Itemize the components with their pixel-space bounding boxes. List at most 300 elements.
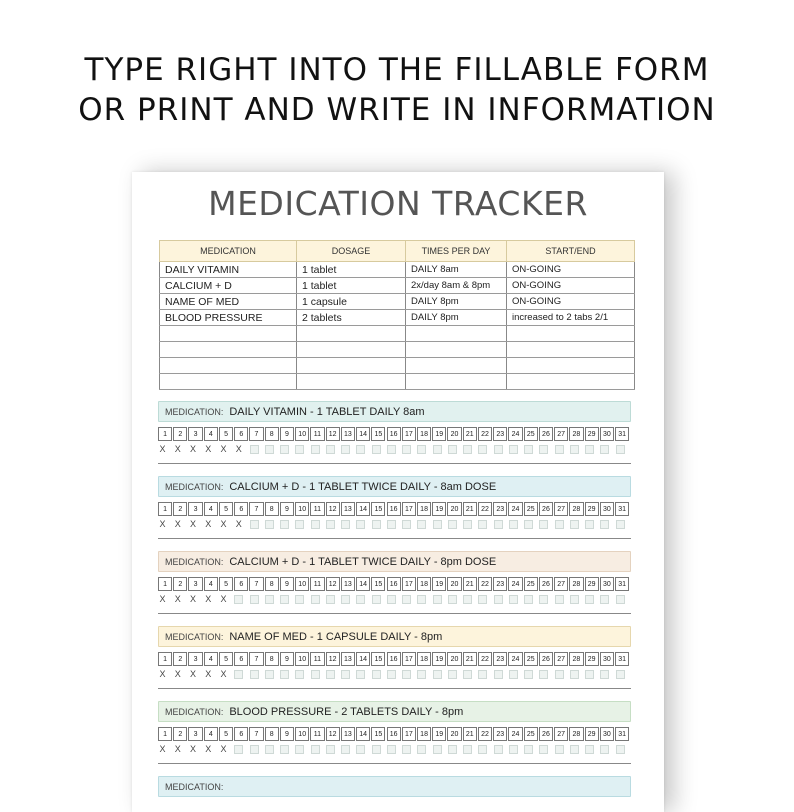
medication-log-header[interactable] <box>158 551 631 572</box>
dose-checkbox[interactable] <box>311 520 320 529</box>
dose-checkbox-checked[interactable]: X <box>220 594 227 604</box>
dose-checkbox[interactable] <box>600 670 609 679</box>
day-number: 23 <box>493 727 507 741</box>
medication-cell[interactable] <box>160 374 297 390</box>
dose-checkbox[interactable] <box>234 745 243 754</box>
dose-checkbox[interactable] <box>463 670 472 679</box>
day-number: 19 <box>432 652 446 666</box>
dose-checkbox-checked[interactable]: X <box>220 669 227 679</box>
dose-checkbox-checked[interactable]: X <box>235 519 242 529</box>
day-number-row <box>158 427 631 441</box>
dose-checkbox[interactable] <box>341 595 350 604</box>
day-number: 10 <box>295 652 309 666</box>
dose-checkbox[interactable] <box>356 670 365 679</box>
dose-checkbox-checked[interactable]: X <box>189 519 196 529</box>
dose-checkbox[interactable] <box>585 445 594 454</box>
day-number: 30 <box>600 652 614 666</box>
dose-checkbox[interactable] <box>555 520 564 529</box>
dose-checkbox[interactable] <box>433 595 442 604</box>
divider <box>158 763 631 764</box>
dose-checkbox[interactable] <box>555 745 564 754</box>
day-number: 4 <box>204 427 218 441</box>
dose-checkbox[interactable] <box>509 445 518 454</box>
medication-log-name[interactable]: CALCIUM + D - 1 TABLET TWICE DAILY - 8pm DOSE <box>229 555 497 568</box>
medication-log-name[interactable]: DAILY VITAMIN - 1 TABLET DAILY 8am <box>229 405 425 418</box>
dose-checkbox[interactable] <box>295 445 304 454</box>
dose-checkbox-checked[interactable]: X <box>235 444 242 454</box>
day-number: 29 <box>585 727 599 741</box>
dose-checkbox-checked[interactable]: X <box>220 519 227 529</box>
dose-checkbox[interactable] <box>372 745 381 754</box>
day-number: 5 <box>219 652 233 666</box>
dose-checkbox[interactable] <box>402 745 411 754</box>
day-number: 2 <box>173 652 187 666</box>
day-number: 16 <box>387 427 401 441</box>
medication-cell[interactable] <box>160 326 297 342</box>
column-header-times-per-day: TIMES PER DAY <box>406 241 507 262</box>
start-end-cell[interactable] <box>507 326 635 342</box>
dose-checkbox[interactable] <box>539 445 548 454</box>
medication-log-name[interactable]: CALCIUM + D - 1 TABLET TWICE DAILY - 8am DOSE <box>229 480 497 493</box>
dosage-cell[interactable]: 2 tablets <box>297 310 406 326</box>
dose-checkbox[interactable] <box>570 745 579 754</box>
dose-checkbox[interactable] <box>585 520 594 529</box>
day-number: 21 <box>463 652 477 666</box>
day-number: 17 <box>402 652 416 666</box>
dose-checkbox-checked[interactable]: X <box>174 669 181 679</box>
dose-checkbox-checked[interactable]: X <box>205 444 212 454</box>
medication-log-header[interactable] <box>158 701 631 722</box>
day-number: 23 <box>493 502 507 516</box>
dosage-cell[interactable]: 1 tablet <box>297 262 406 278</box>
day-number: 8 <box>265 502 279 516</box>
dose-checkbox[interactable] <box>509 745 518 754</box>
dose-checkbox-checked[interactable]: X <box>205 744 212 754</box>
dose-checkbox[interactable] <box>341 670 350 679</box>
dose-checkbox[interactable] <box>250 520 259 529</box>
day-number: 24 <box>508 652 522 666</box>
dose-checkbox[interactable] <box>311 445 320 454</box>
day-number: 12 <box>326 502 340 516</box>
dose-checkbox-checked[interactable]: X <box>220 744 227 754</box>
dose-checkbox[interactable] <box>448 520 457 529</box>
day-number: 17 <box>402 427 416 441</box>
day-number: 29 <box>585 652 599 666</box>
dose-checkbox[interactable] <box>372 595 381 604</box>
dose-checkbox-checked[interactable]: X <box>174 594 181 604</box>
dose-checkbox[interactable] <box>417 745 426 754</box>
medication-cell[interactable] <box>160 358 297 374</box>
day-number: 28 <box>569 502 583 516</box>
dose-checkbox[interactable] <box>402 445 411 454</box>
dose-checkbox[interactable] <box>448 595 457 604</box>
dose-checkbox-checked[interactable]: X <box>174 744 181 754</box>
dose-checkbox[interactable] <box>326 745 335 754</box>
dose-checkbox[interactable] <box>539 670 548 679</box>
dose-checkbox[interactable] <box>402 670 411 679</box>
day-number: 3 <box>188 427 202 441</box>
dose-checkbox[interactable] <box>448 670 457 679</box>
dose-checkbox[interactable] <box>356 595 365 604</box>
times-per-day-cell[interactable]: DAILY 8pm <box>406 294 507 310</box>
day-number: 30 <box>600 577 614 591</box>
dose-checkbox[interactable] <box>478 745 487 754</box>
day-number: 30 <box>600 727 614 741</box>
medication-log <box>158 701 631 764</box>
day-number: 20 <box>447 577 461 591</box>
dose-checkbox[interactable] <box>417 520 426 529</box>
dose-checkbox[interactable] <box>616 745 625 754</box>
dose-checkbox[interactable] <box>295 670 304 679</box>
day-number: 9 <box>280 427 294 441</box>
table-row <box>160 262 635 278</box>
day-number: 10 <box>295 502 309 516</box>
dose-checkbox[interactable] <box>539 520 548 529</box>
day-number: 27 <box>554 652 568 666</box>
dose-checkbox[interactable] <box>539 745 548 754</box>
dose-checkbox[interactable] <box>372 670 381 679</box>
dose-checkbox[interactable] <box>356 520 365 529</box>
day-number: 25 <box>524 727 538 741</box>
dose-checkbox[interactable] <box>616 670 625 679</box>
dose-checkbox[interactable] <box>295 745 304 754</box>
day-number: 19 <box>432 427 446 441</box>
dose-checkbox[interactable] <box>326 670 335 679</box>
dosage-cell[interactable] <box>297 358 406 374</box>
divider <box>158 688 631 689</box>
start-end-cell[interactable] <box>507 374 635 390</box>
medication-log-header[interactable] <box>158 626 631 647</box>
dose-checkbox[interactable] <box>250 670 259 679</box>
tracker-title: MEDICATION TRACKER <box>208 184 588 223</box>
dose-checkbox[interactable] <box>356 445 365 454</box>
dose-checkbox[interactable] <box>524 670 533 679</box>
day-number: 18 <box>417 427 431 441</box>
dose-checkbox[interactable] <box>494 445 503 454</box>
dose-checkbox[interactable] <box>555 670 564 679</box>
day-number: 25 <box>524 577 538 591</box>
dose-checkbox[interactable] <box>600 745 609 754</box>
dosage-cell[interactable]: 1 capsule <box>297 294 406 310</box>
dose-checkbox[interactable] <box>250 595 259 604</box>
headline-line-1: TYPE RIGHT INTO THE FILLABLE FORM <box>84 52 710 88</box>
dose-checkbox[interactable] <box>448 745 457 754</box>
dose-checkbox[interactable] <box>600 520 609 529</box>
medication-log-header[interactable] <box>158 401 631 422</box>
dose-checkbox[interactable] <box>372 445 381 454</box>
dose-checkbox-checked[interactable]: X <box>159 744 166 754</box>
dose-checkbox[interactable] <box>494 520 503 529</box>
medication-log-name[interactable]: NAME OF MED - 1 CAPSULE DAILY - 8pm <box>229 630 443 643</box>
day-number: 3 <box>188 577 202 591</box>
dose-checkbox-checked[interactable]: X <box>205 519 212 529</box>
dose-checkbox[interactable] <box>387 595 396 604</box>
dosage-cell[interactable]: 1 tablet <box>297 278 406 294</box>
dose-checkbox[interactable] <box>585 595 594 604</box>
dose-checkbox[interactable] <box>585 745 594 754</box>
day-number: 11 <box>310 652 324 666</box>
day-number: 13 <box>341 577 355 591</box>
day-number: 7 <box>249 727 263 741</box>
day-number: 22 <box>478 502 492 516</box>
dose-checkbox[interactable] <box>295 595 304 604</box>
medication-cell[interactable]: NAME OF MED <box>160 294 297 310</box>
dose-checkbox[interactable] <box>265 670 274 679</box>
dose-checkbox[interactable] <box>524 445 533 454</box>
table-row <box>160 278 635 294</box>
dose-checkbox[interactable] <box>463 745 472 754</box>
medication-cell[interactable]: CALCIUM + D <box>160 278 297 294</box>
day-number: 13 <box>341 652 355 666</box>
dose-checkbox[interactable] <box>280 670 289 679</box>
day-number: 27 <box>554 427 568 441</box>
medication-cell[interactable]: BLOOD PRESSURE <box>160 310 297 326</box>
dose-checkbox[interactable] <box>478 445 487 454</box>
dose-checkbox-checked[interactable]: X <box>189 669 196 679</box>
dose-checkbox[interactable] <box>616 595 625 604</box>
day-number: 19 <box>432 727 446 741</box>
dose-checkbox[interactable] <box>341 520 350 529</box>
dose-checkbox[interactable] <box>417 670 426 679</box>
dose-checkbox[interactable] <box>433 445 442 454</box>
day-number: 2 <box>173 427 187 441</box>
dose-checkbox[interactable] <box>494 595 503 604</box>
dose-checkbox-row <box>158 520 631 530</box>
medication-log-label: MEDICATION: <box>165 556 224 567</box>
dose-checkbox[interactable] <box>372 520 381 529</box>
dose-checkbox[interactable] <box>341 745 350 754</box>
dose-checkbox[interactable] <box>417 445 426 454</box>
dose-checkbox[interactable] <box>311 745 320 754</box>
day-number: 4 <box>204 727 218 741</box>
dose-checkbox-checked[interactable]: X <box>189 744 196 754</box>
medication-log-label: MEDICATION: <box>165 481 224 492</box>
dose-checkbox[interactable] <box>555 445 564 454</box>
medication-table <box>159 240 635 390</box>
dose-checkbox[interactable] <box>555 595 564 604</box>
day-number: 24 <box>508 427 522 441</box>
dose-checkbox[interactable] <box>387 745 396 754</box>
day-number: 21 <box>463 727 477 741</box>
day-number: 11 <box>310 577 324 591</box>
dose-checkbox-checked[interactable]: X <box>159 444 166 454</box>
day-number: 18 <box>417 652 431 666</box>
dosage-cell[interactable] <box>297 326 406 342</box>
dose-checkbox[interactable] <box>387 445 396 454</box>
day-number: 10 <box>295 727 309 741</box>
dose-checkbox-checked[interactable]: X <box>205 669 212 679</box>
medication-log-label: MEDICATION: <box>165 706 224 717</box>
dosage-cell[interactable] <box>297 374 406 390</box>
medication-cell[interactable]: DAILY VITAMIN <box>160 262 297 278</box>
day-number: 17 <box>402 727 416 741</box>
dose-checkbox[interactable] <box>616 520 625 529</box>
dose-checkbox-checked[interactable]: X <box>174 519 181 529</box>
day-number: 13 <box>341 727 355 741</box>
dose-checkbox[interactable] <box>600 595 609 604</box>
dose-checkbox[interactable] <box>356 745 365 754</box>
dose-checkbox[interactable] <box>280 445 289 454</box>
day-number: 26 <box>539 502 553 516</box>
day-number: 18 <box>417 502 431 516</box>
dose-checkbox[interactable] <box>341 445 350 454</box>
column-header-start-end: START/END <box>507 241 635 262</box>
day-number: 28 <box>569 427 583 441</box>
day-number: 21 <box>463 502 477 516</box>
dose-checkbox[interactable] <box>539 595 548 604</box>
day-number: 8 <box>265 577 279 591</box>
dose-checkbox[interactable] <box>265 520 274 529</box>
times-per-day-cell[interactable]: DAILY 8pm <box>406 310 507 326</box>
day-number: 25 <box>524 652 538 666</box>
table-row <box>160 358 635 374</box>
times-per-day-cell[interactable] <box>406 374 507 390</box>
dose-checkbox[interactable] <box>433 670 442 679</box>
day-number: 3 <box>188 502 202 516</box>
day-number: 27 <box>554 502 568 516</box>
dose-checkbox[interactable] <box>402 595 411 604</box>
dose-checkbox[interactable] <box>524 595 533 604</box>
day-number: 6 <box>234 727 248 741</box>
dose-checkbox[interactable] <box>478 595 487 604</box>
dose-checkbox[interactable] <box>326 445 335 454</box>
day-number: 10 <box>295 577 309 591</box>
dose-checkbox[interactable] <box>509 670 518 679</box>
dose-checkbox[interactable] <box>417 595 426 604</box>
table-row <box>160 294 635 310</box>
dose-checkbox[interactable] <box>311 595 320 604</box>
dose-checkbox-row <box>158 595 631 605</box>
day-number: 22 <box>478 427 492 441</box>
day-number: 19 <box>432 502 446 516</box>
day-number: 14 <box>356 652 370 666</box>
dose-checkbox-checked[interactable]: X <box>189 594 196 604</box>
dose-checkbox[interactable] <box>433 520 442 529</box>
dose-checkbox[interactable] <box>234 595 243 604</box>
dose-checkbox-checked[interactable]: X <box>174 444 181 454</box>
dose-checkbox[interactable] <box>311 670 320 679</box>
day-number: 2 <box>173 502 187 516</box>
start-end-cell[interactable]: ON-GOING <box>507 294 635 310</box>
dose-checkbox[interactable] <box>570 520 579 529</box>
dose-checkbox[interactable] <box>326 595 335 604</box>
start-end-cell[interactable]: increased to 2 tabs 2/1 <box>507 310 635 326</box>
day-number: 2 <box>173 727 187 741</box>
day-number: 6 <box>234 652 248 666</box>
dose-checkbox-checked[interactable]: X <box>159 519 166 529</box>
dose-checkbox[interactable] <box>494 670 503 679</box>
medication-log <box>158 551 631 614</box>
dose-checkbox[interactable] <box>265 595 274 604</box>
dose-checkbox[interactable] <box>463 520 472 529</box>
dose-checkbox[interactable] <box>295 520 304 529</box>
dose-checkbox[interactable] <box>478 670 487 679</box>
dose-checkbox[interactable] <box>234 670 243 679</box>
dose-checkbox-checked[interactable]: X <box>205 594 212 604</box>
dose-checkbox[interactable] <box>524 520 533 529</box>
dose-checkbox-checked[interactable]: X <box>159 669 166 679</box>
start-end-cell[interactable] <box>507 342 635 358</box>
dose-checkbox-checked[interactable]: X <box>159 594 166 604</box>
dose-checkbox[interactable] <box>280 595 289 604</box>
dose-checkbox[interactable] <box>600 445 609 454</box>
dose-checkbox[interactable] <box>463 595 472 604</box>
dosage-cell[interactable] <box>297 342 406 358</box>
start-end-cell[interactable]: ON-GOING <box>507 278 635 294</box>
day-number: 9 <box>280 727 294 741</box>
dose-checkbox[interactable] <box>265 445 274 454</box>
dose-checkbox[interactable] <box>494 745 503 754</box>
day-number: 14 <box>356 577 370 591</box>
dose-checkbox[interactable] <box>402 520 411 529</box>
dose-checkbox[interactable] <box>478 520 487 529</box>
start-end-cell[interactable]: ON-GOING <box>507 262 635 278</box>
day-number: 1 <box>158 652 172 666</box>
dose-checkbox[interactable] <box>570 595 579 604</box>
dose-checkbox[interactable] <box>265 745 274 754</box>
medication-log-header[interactable] <box>158 476 631 497</box>
day-number: 1 <box>158 427 172 441</box>
day-number: 18 <box>417 577 431 591</box>
dose-checkbox-checked[interactable]: X <box>220 444 227 454</box>
times-per-day-cell[interactable] <box>406 342 507 358</box>
day-number: 8 <box>265 652 279 666</box>
times-per-day-cell[interactable]: 2x/day 8am & 8pm <box>406 278 507 294</box>
day-number: 26 <box>539 727 553 741</box>
day-number: 14 <box>356 427 370 441</box>
times-per-day-cell[interactable]: DAILY 8am <box>406 262 507 278</box>
medication-cell[interactable] <box>160 342 297 358</box>
day-number: 16 <box>387 652 401 666</box>
day-number: 29 <box>585 502 599 516</box>
dose-checkbox[interactable] <box>570 445 579 454</box>
day-number: 1 <box>158 502 172 516</box>
times-per-day-cell[interactable] <box>406 326 507 342</box>
dose-checkbox[interactable] <box>250 745 259 754</box>
day-number: 14 <box>356 502 370 516</box>
day-number: 28 <box>569 577 583 591</box>
medication-log-label: MEDICATION: <box>165 781 224 792</box>
dose-checkbox[interactable] <box>509 595 518 604</box>
dose-checkbox[interactable] <box>524 745 533 754</box>
dose-checkbox[interactable] <box>585 670 594 679</box>
dose-checkbox[interactable] <box>326 520 335 529</box>
dose-checkbox[interactable] <box>250 445 259 454</box>
day-number: 21 <box>463 577 477 591</box>
medication-log-label: MEDICATION: <box>165 406 224 417</box>
dose-checkbox[interactable] <box>387 670 396 679</box>
dose-checkbox[interactable] <box>387 520 396 529</box>
promo-headline <box>0 50 794 130</box>
start-end-cell[interactable] <box>507 358 635 374</box>
day-number: 7 <box>249 652 263 666</box>
medication-log-name[interactable]: BLOOD PRESSURE - 2 TABLETS DAILY - 8pm <box>229 705 464 718</box>
dose-checkbox[interactable] <box>509 520 518 529</box>
day-number: 15 <box>371 502 385 516</box>
dose-checkbox[interactable] <box>570 670 579 679</box>
dose-checkbox[interactable] <box>616 445 625 454</box>
dose-checkbox[interactable] <box>433 745 442 754</box>
times-per-day-cell[interactable] <box>406 358 507 374</box>
dose-checkbox-checked[interactable]: X <box>189 444 196 454</box>
dose-checkbox[interactable] <box>448 445 457 454</box>
day-number: 5 <box>219 427 233 441</box>
dose-checkbox[interactable] <box>280 745 289 754</box>
day-number: 11 <box>310 727 324 741</box>
dose-checkbox[interactable] <box>463 445 472 454</box>
day-number: 30 <box>600 502 614 516</box>
dose-checkbox[interactable] <box>280 520 289 529</box>
